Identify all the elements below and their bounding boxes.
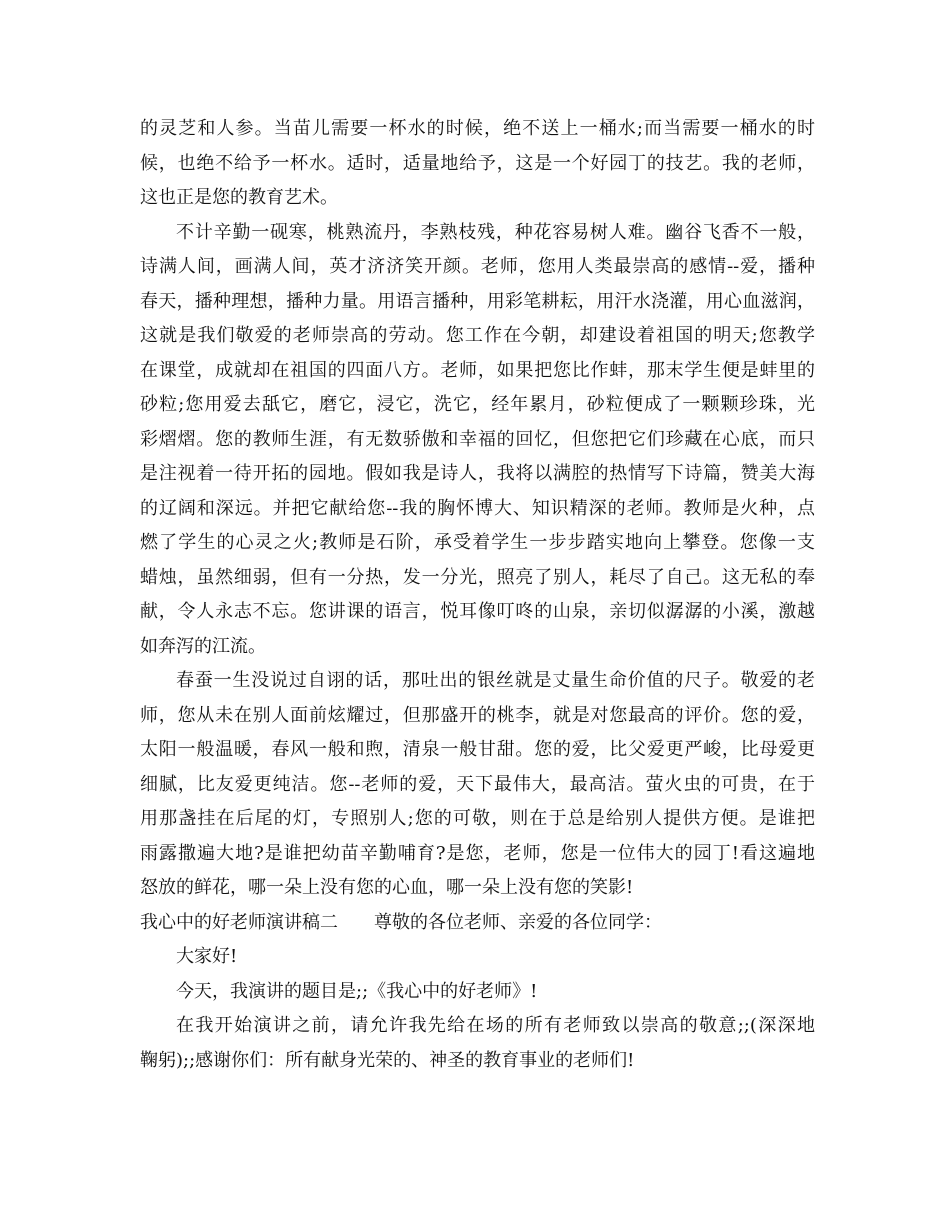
text-line: 我心中的好老师演讲稿二 尊敬的各位老师、亲爱的各位同学： <box>140 911 662 933</box>
text-line: 这也正是您的教育艺术。 <box>140 187 338 208</box>
text-line: 如奔泻的江流。 <box>140 635 266 657</box>
text-line: 师，您从未在别人面前炫耀过，但那盛开的桃李，就是对您最高的评价。您的爱， <box>140 704 815 726</box>
text-line: 怒放的鲜花，哪一朵上没有您的心血，哪一朵上没有您的笑影! <box>140 877 634 898</box>
text-line: 在我开始演讲之前，请允许我先给在场的所有老师致以崇高的敬意;;(深深地 <box>176 1015 815 1036</box>
text-line: 在课堂，成就却在祖国的四面八方。老师，如果把您比作蚌，那末学生便是蚌里的 <box>140 359 815 381</box>
text-line: 今天，我演讲的题目是;;《我心中的好老师》! <box>176 980 538 1002</box>
text-line: 的灵芝和人参。当苗儿需要一杯水的时候，绝不送上一桶水;而当需要一桶水的时 <box>140 118 815 139</box>
text-line: 太阳一般温暖，春风一般和煦，清泉一般甘甜。您的爱，比父爱更严峻，比母爱更 <box>140 739 815 760</box>
text-line: 这就是我们敬爱的老师崇高的劳动。您工作在今朝，却建设着祖国的明天;您教学 <box>140 325 815 346</box>
text-line: 鞠躬);;感谢你们：所有献身光荣的、神圣的教育事业的老师们! <box>140 1049 635 1071</box>
text-line: 不计辛勤一砚寒，桃熟流丹，李熟枝残，种花容易树人难。幽谷飞香不一般， <box>176 221 815 243</box>
text-line: 蜡烛，虽然细弱，但有一分热，发一分光，照亮了别人，耗尽了自己。这无私的奉 <box>140 566 815 588</box>
text-line: 候，也绝不给予一杯水。适时，适量地给予，这是一个好园丁的技艺。我的老师， <box>140 152 815 174</box>
text-line: 燃了学生的心灵之火;教师是石阶，承受着学生一步步踏实地向上攀登。您像一支 <box>140 532 815 553</box>
text-line: 的辽阔和深远。并把它献给您--我的胸怀博大、知识精深的老师。教师是火种，点 <box>140 497 815 519</box>
text-line: 春蚕一生没说过自诩的话，那吐出的银丝就是丈量生命价值的尺子。敬爱的老 <box>176 670 815 691</box>
text-line: 细腻，比友爱更纯洁。您--老师的爱，天下最伟大，最高洁。萤火虫的可贵，在于 <box>140 773 815 795</box>
text-line: 诗满人间，画满人间，英才济济笑开颜。老师，您用人类最崇高的感情--爱，播种 <box>140 256 815 277</box>
text-line: 献，令人永志不忘。您讲课的语言，悦耳像叮咚的山泉，亲切似潺潺的小溪，激越 <box>140 601 815 622</box>
text-line: 彩熠熠。您的教师生涯，有无数骄傲和幸福的回忆，但您把它们珍藏在心底，而只 <box>140 428 815 450</box>
text-line: 春天，播种理想，播种力量。用语言播种，用彩笔耕耘，用汗水浇灌，用心血滋润， <box>140 290 815 312</box>
text-line: 大家好! <box>176 946 238 967</box>
text-line: 是注视着一待开拓的园地。假如我是诗人，我将以满腔的热情写下诗篇，赞美大海 <box>140 463 815 484</box>
document-body <box>140 112 815 1078</box>
text-line: 雨露撒遍大地?是谁把幼苗辛勤哺育?是您，老师，您是一位伟大的园丁!看这遍地 <box>140 842 815 864</box>
text-line: 砂粒;您用爱去舐它，磨它，浸它，洗它，经年累月，砂粒便成了一颗颗珍珠，光 <box>140 394 815 415</box>
text-line: 用那盏挂在后尾的灯，专照别人;您的可敬，则在于总是给别人提供方便。是谁把 <box>140 808 815 829</box>
